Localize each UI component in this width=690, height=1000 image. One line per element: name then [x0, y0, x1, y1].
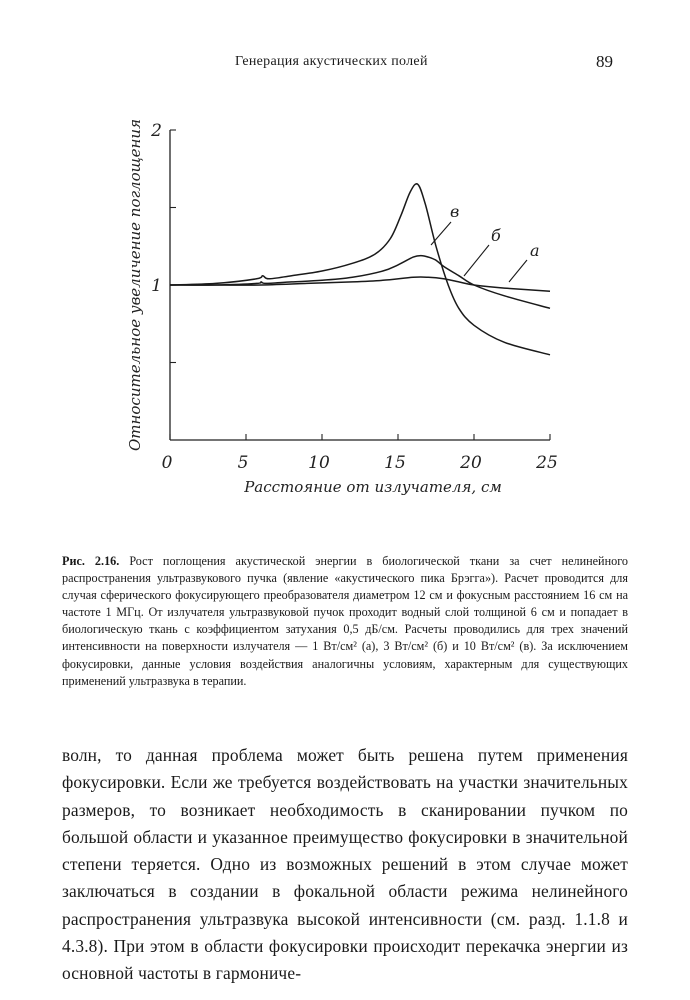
x-tick-label: 20	[460, 453, 482, 473]
series-label: в	[450, 202, 460, 221]
leader-line	[464, 245, 489, 276]
figure-number: Рис. 2.16.	[62, 554, 120, 568]
y-tick-label: 2	[151, 121, 162, 141]
running-title: Генерация акустических полей	[235, 54, 428, 69]
leader-line	[431, 222, 451, 245]
figure	[0, 110, 690, 510]
body-paragraph: волн, то данная проблема может быть решена путем применения фокусировки. Если же требуется воздействовать на участки значительных размеров, то возникает необходимость в сканировании пучком по большой области и указанное преимущество фокусировки в значительной степени теряется. Одно из возможных решений в этом случае может заключаться в создании в фокальной области режима нелинейного распространения ультразвука высокой интенсивности (см. разд. 1.1.8 и 4.3.8). При этом в области фокусировки происходит перекачка энергии из основной частоты в гармониче-	[62, 745, 628, 984]
x-tick-label: 15	[384, 453, 406, 473]
x-tick-label: 0	[161, 453, 173, 473]
caption-text: Рост поглощения акустической энергии в биологической ткани за счет нелинейного распространения ультразвукового пучка (явление «акустического пика Брэгга»). Расчет проводится для случая сферического фокусирующего преобразователя диаметром 12 см и фокусным расстоянием 16 см на частоте 1 МГц. От излучателя ультразвуковой пучок проходит водный слой толщиной 6 см и попадает в биологическую ткань с коэффициентом затухания 0,5 дБ/см. Расчеты проводились для трех значений интенсивности на поверхности излучателя — 1 Вт/см² (а), 3 Вт/см² (б) и 10 Вт/см² (в). За исключением фокусировки, данные условия воздействия аналогичны условиям, характерным для существующих применений ультразвука в терапии.	[62, 554, 628, 688]
x-tick-label: 5	[237, 453, 249, 473]
x-axis-title: Расстояние от излучателя, см	[244, 478, 502, 496]
x-tick-label: 25	[536, 453, 558, 473]
figure-caption	[62, 553, 628, 690]
y-axis-title: Относительное увеличение поглощения	[126, 119, 144, 451]
absorption-chart	[0, 110, 690, 510]
y-tick-label: 1	[151, 276, 162, 296]
page-number: 89	[596, 52, 613, 71]
series-label: а	[530, 241, 540, 260]
x-tick-label: 10	[308, 453, 330, 473]
leader-line	[509, 260, 527, 282]
running-head	[0, 54, 690, 76]
series-line-3	[170, 184, 550, 355]
series-label: б	[491, 226, 501, 245]
